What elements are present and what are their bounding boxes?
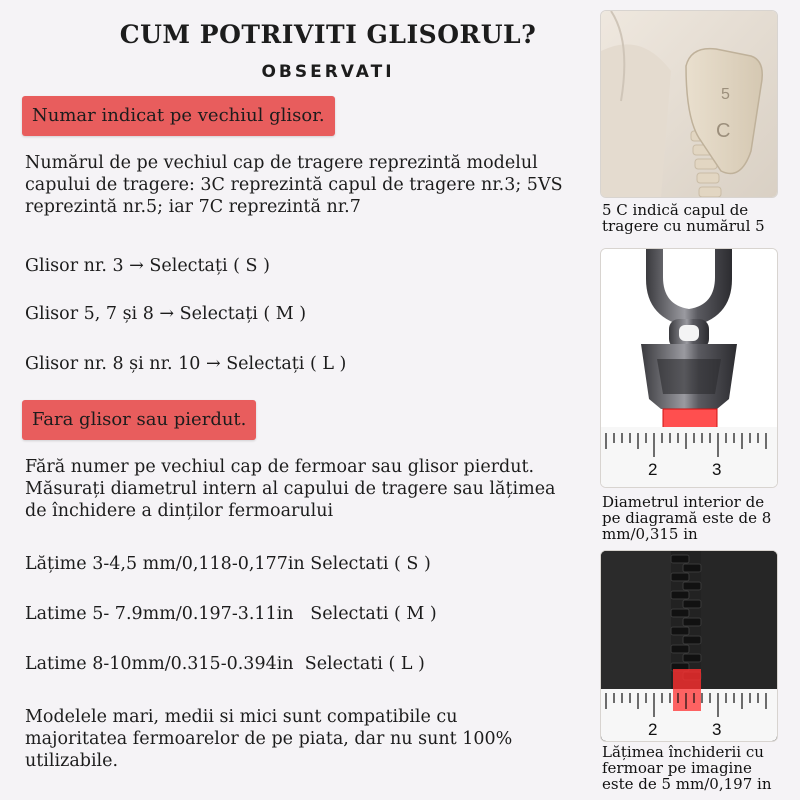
section1-label: Numar indicat pe vechiul glisor. <box>22 96 335 136</box>
section1-rule-s: Glisor nr. 3 → Selectați ( S ) <box>25 256 270 276</box>
page-title: CUM POTRIVITI GLISORUL? <box>119 20 537 49</box>
compatibility-note: Modelele mari, medii si mici sunt compatibile cu majoritatea fermoarelor de pe piata, dar nu sunt 100% utilizabile. <box>25 707 513 771</box>
section2-label: Fara glisor sau pierdut. <box>22 400 256 440</box>
section2-rule-l: Latime 8-10mm/0.315-0.394in Selectati ( L ) <box>25 654 425 674</box>
page-subtitle: OBSERVATI <box>261 62 395 82</box>
slider-number-caption: 5 C indică capul de tragere cu numărul 5 <box>602 201 765 235</box>
embossed-number: 5 <box>721 86 730 103</box>
slider-diameter-photo <box>600 248 778 488</box>
section1-rule-l: Glisor nr. 8 și nr. 10 → Selectați ( L ) <box>25 354 347 374</box>
embossed-letter: C <box>716 120 731 142</box>
zipper-width-caption: Lățimea închiderii cu fermoar pe imagine este de 5 mm/0,197 in <box>602 743 772 793</box>
zipper-width-illustration <box>601 551 777 741</box>
zipper-width-photo <box>600 550 778 742</box>
section2-rule-s: Lățime 3-4,5 mm/0,118-0,177in Selectati ( S ) <box>25 554 431 574</box>
slider-number-illustration <box>601 11 777 197</box>
slider-diameter-caption: Diametrul interior de pe diagramă este de 8 mm/0,315 in <box>602 493 772 543</box>
section1-rule-m: Glisor 5, 7 și 8 → Selectați ( M ) <box>25 304 307 324</box>
ruler-number-2b: 2 <box>648 720 658 739</box>
ruler-number-3b: 3 <box>712 720 722 739</box>
section2-description: Fără numer pe vechiul cap de fermoar sau glisor pierdut. Măsurați diametrul intern al capului de tragere sau lățimea de închidere a dinților fermoarului <box>25 457 556 521</box>
slider-diameter-illustration <box>601 249 777 487</box>
section1-description: Numărul de pe vechiul cap de tragere reprezintă modelul capului de tragere: 3C reprezintă capul de tragere nr.3; 5VS reprezintă nr.5; iar 7C reprezintă nr.7 <box>25 153 563 217</box>
slider-number-photo <box>600 10 778 198</box>
ruler-number-3: 3 <box>712 460 722 479</box>
section2-rule-m: Latime 5- 7.9mm/0.197-3.11in Selectati ( M ) <box>25 604 437 624</box>
ruler-number-2: 2 <box>648 460 658 479</box>
